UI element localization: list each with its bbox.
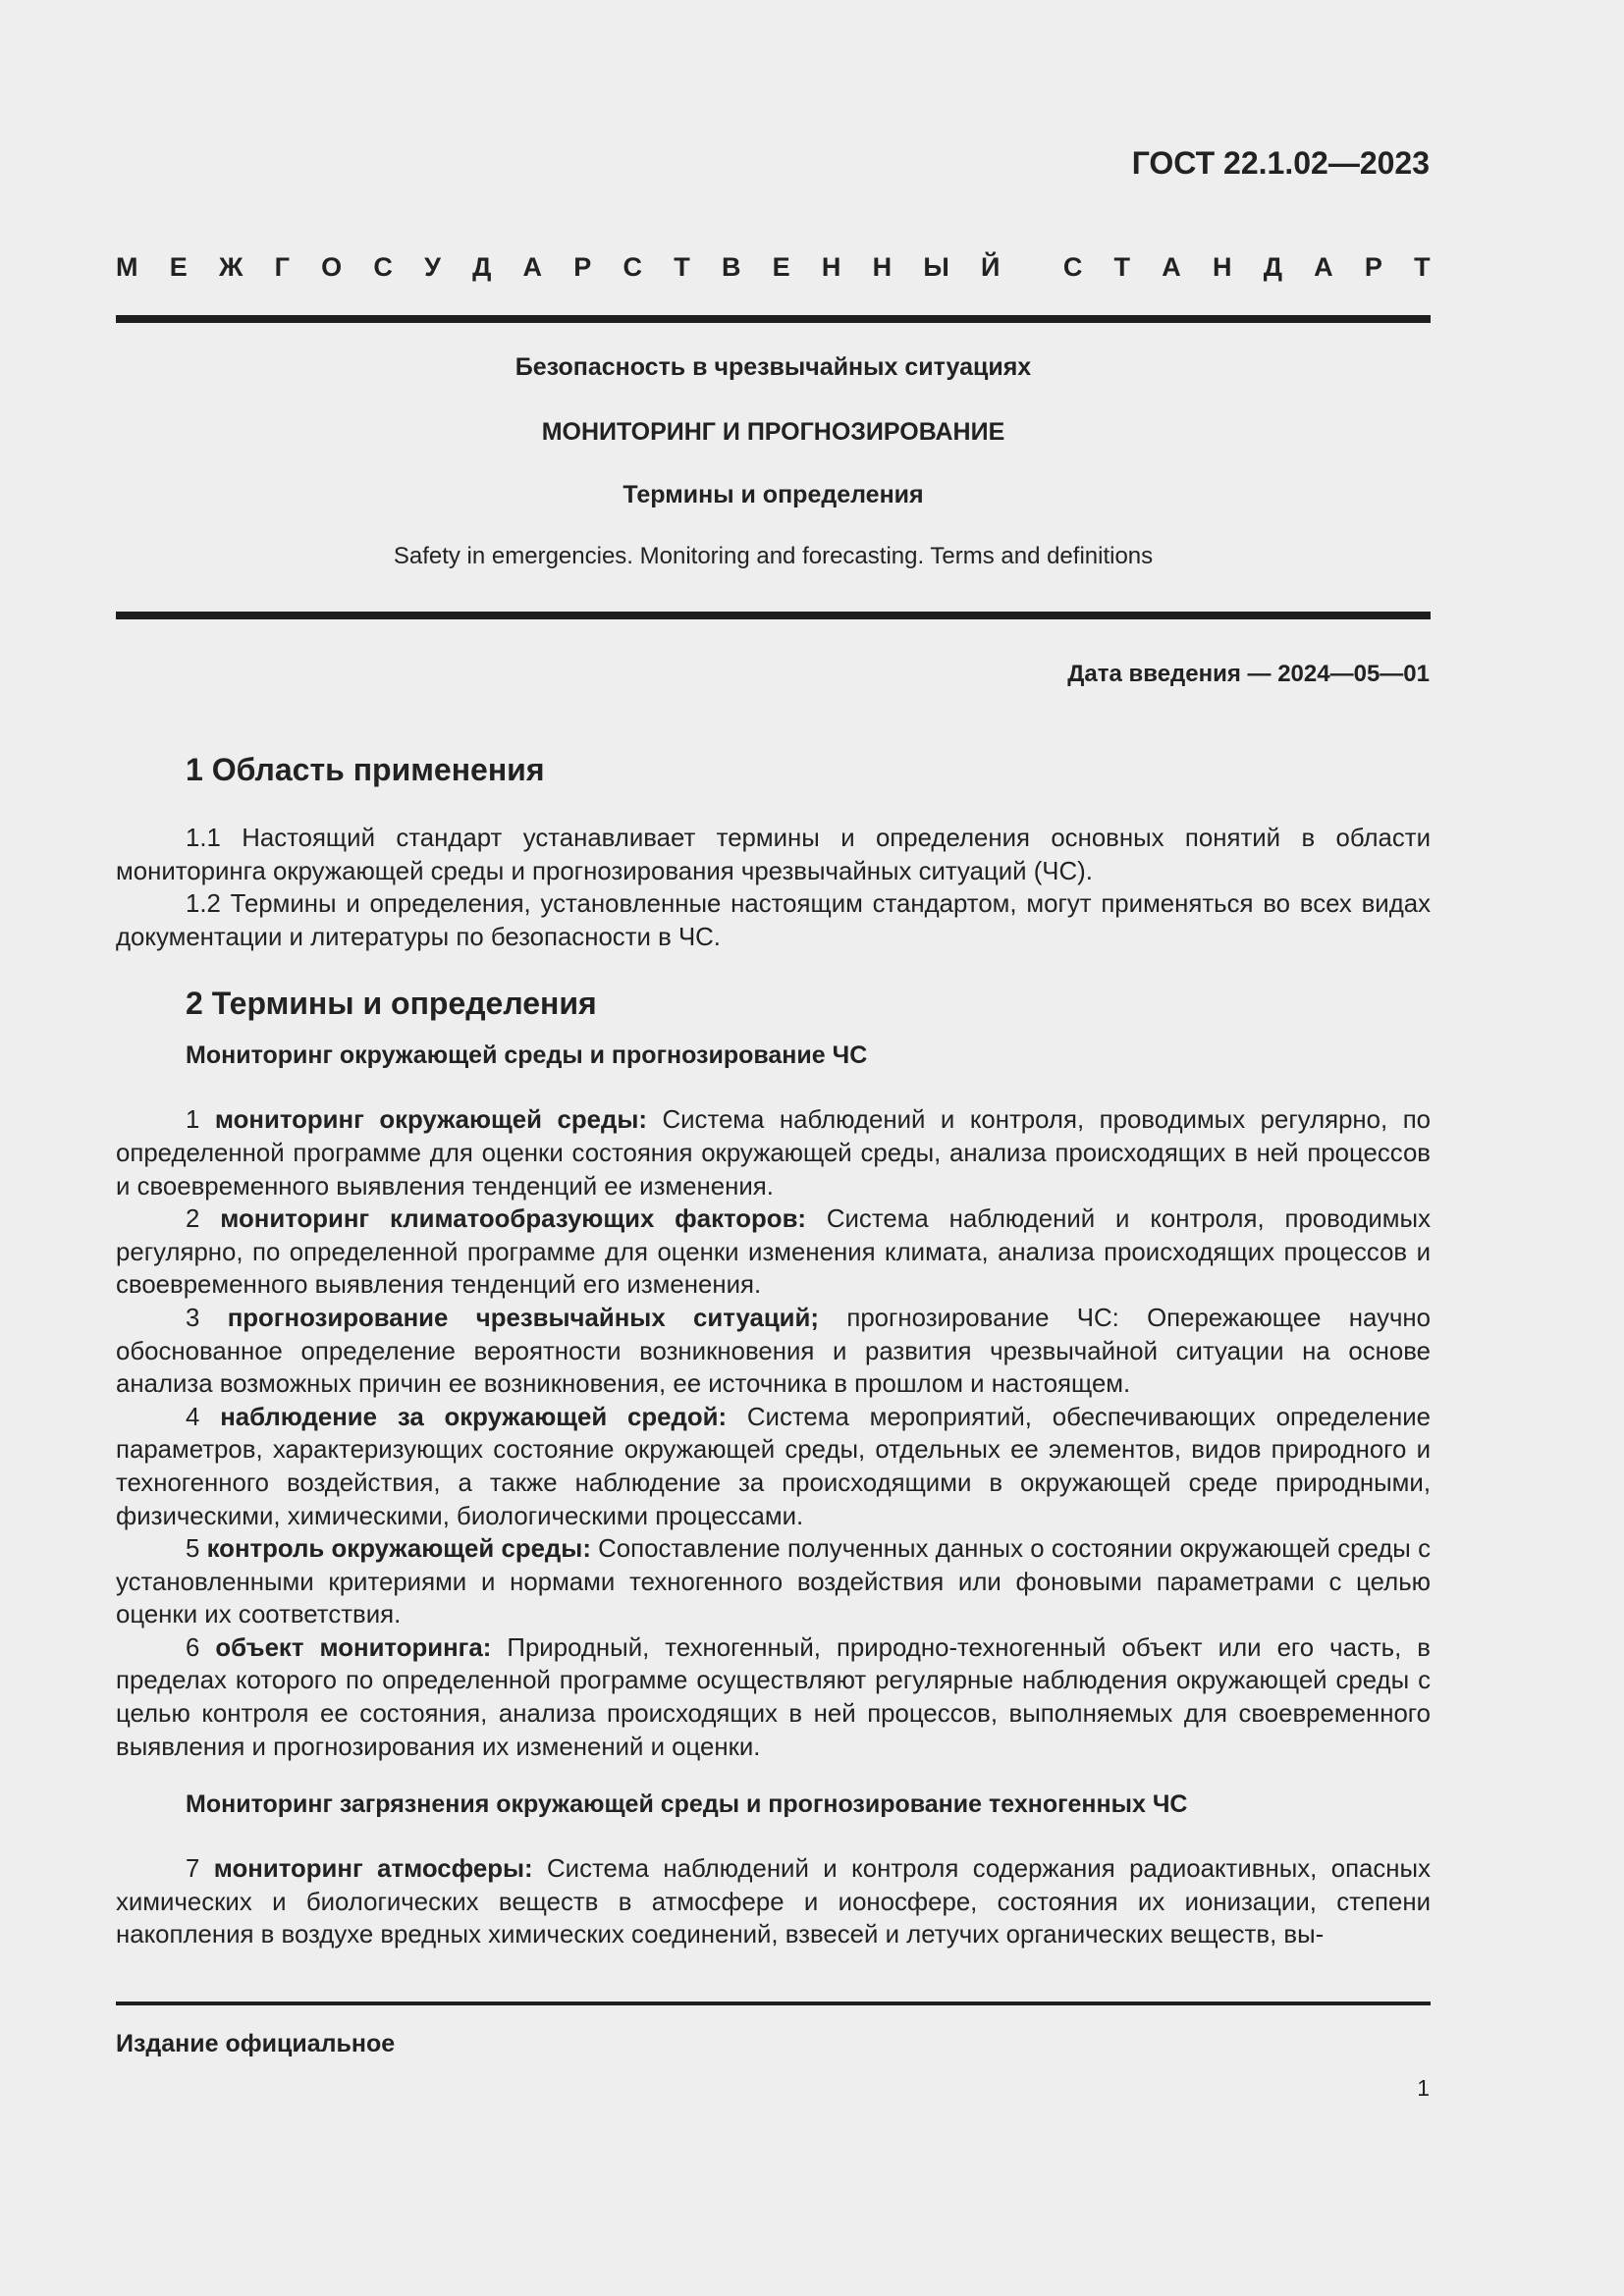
term-name: объект мониторинга: xyxy=(215,1633,492,1662)
term-entry: 2 мониторинг климатообразующих факторов: Система наблюдений и контроля, проводимых регулярно, по определенной программе для оценки изменения климата, анализа происходящих процессов и своевременного выявления тенденций его изменения. xyxy=(116,1205,1431,1300)
term-definition: Система наблюдений и контроля, проводимых регулярно, по определенной программе для оценки изменения климата, анализа происходящих процессов и своевременного выявления тенденций его изменения. xyxy=(116,1205,1431,1300)
term-name: прогнозирование чрезвычайных ситуаций; xyxy=(227,1304,819,1332)
term-definition: Сопоставление полученных данных о состоянии окружающей среды с установленными критериями и нормами техногенного воздействия или фоновыми параметрами с целью оценки их соответствия. xyxy=(116,1535,1431,1629)
term-entry: 5 контроль окружающей среды: Сопоставление полученных данных о состоянии окружающей среды с установленными критериями и нормами техногенного воздействия или фоновыми параметрами с целью оценки их соответствия. xyxy=(116,1535,1431,1629)
term-entry: 4 наблюдение за окружающей средой: Система мероприятий, обеспечивающих определение параметров, характеризующих состояние окружающей среды, отдельных ее элементов, видов природного и техногенного воздействия, а также наблюдение за происходящими в окружающей среде природными, физическими, химическими, биологическими процессами. xyxy=(116,1403,1432,1530)
document-body xyxy=(116,750,1431,1952)
standard-type-heading: М Е Ж Г О С У Д А Р С Т В Е Н Н Ы Й С Т А Н Д А Р Т xyxy=(116,252,1431,282)
top-divider xyxy=(116,315,1431,323)
term-definition: Природный, техногенный, природно-техногенный объект или его часть, в пределах которого по определенной программе осуществляют регулярные наблюдения окружающей среды с целью контроля ее состояния, анализа происходящих в ней процессов, выполняемых для своевременного выявления и прогнозирования их изменений и оценки. xyxy=(116,1633,1432,1761)
document-number: ГОСТ 22.1.02—2023 xyxy=(1131,145,1430,181)
term-name: контроль окружающей среды: xyxy=(206,1535,591,1564)
section-heading-terms: 2 Термины и определения xyxy=(186,986,597,1022)
term-entry: 1 мониторинг окружающей среды: Система наблюдений и контроля, проводимых регулярно, по определенной программе для оценки состояния окружающей среды, анализа происходящих в ней процессов и своевременного выявления тенденций ее изменения. xyxy=(116,1106,1432,1201)
paragraph-1-1: 1.1 Настоящий стандарт устанавливает термины и определения основных понятий в области мониторинга окружающей среды и прогнозирования чрезвычайных ситуаций (ЧС). xyxy=(116,825,1431,885)
document-subtitle: Термины и определения xyxy=(623,481,924,508)
term-name: мониторинг климатообразующих факторов: xyxy=(220,1205,807,1234)
page-number: 1 xyxy=(1417,2075,1430,2101)
document-subject: Безопасность в чрезвычайных ситуациях xyxy=(514,353,1032,381)
term-name: наблюдение за окружающей средой: xyxy=(220,1403,728,1431)
english-title: Safety in emergencies. Monitoring and forecasting. Terms and definitions xyxy=(393,543,1154,569)
term-definition: Система наблюдений и контроля, проводимых регулярно, по определенной программе для оценки состояния окружающей среды, анализа происходящих в ней процессов и своевременного выявления тенденций ее изменения. xyxy=(116,1106,1432,1201)
title-divider xyxy=(116,612,1431,619)
term-entry: 3 прогнозирование чрезвычайных ситуаций; прогнозирование ЧС: Опережающее научно обоснованное определение вероятности возникновения и развития чрезвычайной ситуации на основе анализа возможных причин ее возникновения, ее источника в прошлом и настоящем. xyxy=(116,1304,1432,1399)
group-heading-monitoring: Мониторинг окружающей среды и прогнозирование ЧС xyxy=(186,1041,868,1070)
term-entry: 7 мониторинг атмосферы: Система наблюдений и контроля содержания радиоактивных, опасных химических и биологических веществ в атмосфере и ионосфере, состояния их ионизации, степени накопления в воздухе вредных химических соединений, взвесей и летучих органических веществ, вы- xyxy=(116,1855,1431,1949)
section-heading-scope: 1 Область применения xyxy=(186,752,545,787)
group-heading-pollution: Мониторинг загрязнения окружающей среды и прогнозирование техногенных ЧС xyxy=(186,1790,1188,1819)
paragraph-1-2: 1.2 Термины и определения, установленные настоящим стандартом, могут применяться во всех видах документации и литературы по безопасности в ЧС. xyxy=(116,890,1431,951)
footer-divider xyxy=(116,2002,1431,2005)
edition-label: Издание официальное xyxy=(116,2030,396,2057)
term-definition: Система мероприятий, обеспечивающих определение параметров, характеризующих состояние окружающей среды, отдельных ее элементов, видов природного и техногенного воздействия, а также наблюдение за происходящими в окружающей среде природными, физическими, химическими, биологическими процессами. xyxy=(116,1403,1432,1530)
document-title: МОНИТОРИНГ И ПРОГНОЗИРОВАНИЕ xyxy=(541,418,1005,446)
term-definition: прогнозирование ЧС: Опережающее научно обоснованное определение вероятности возникновения и развития чрезвычайной ситуации на основе анализа возможных причин ее возникновения, ее источника в прошлом и настоящем. xyxy=(116,1304,1432,1399)
term-entry: 6 объект мониторинга: Природный, техногенный, природно-техногенный объект или его часть, в пределах которого по определенной программе осуществляют регулярные наблюдения окружающей среды с целью контроля ее состояния, анализа происходящих в ней процессов, выполняемых для своевременного выявления и прогнозирования их изменений и оценки. xyxy=(116,1633,1432,1761)
term-definition: Система наблюдений и контроля содержания радиоактивных, опасных химических и биологических веществ в атмосфере и ионосфере, состояния их ионизации, степени накопления в воздухе вредных химических соединений, взвесей и летучих органических веществ, вы- xyxy=(116,1855,1431,1949)
introduction-date: Дата введения — 2024—05—01 xyxy=(1067,661,1430,687)
term-name: мониторинг атмосферы: xyxy=(213,1855,533,1884)
term-name: мониторинг окружающей среды: xyxy=(214,1106,647,1135)
